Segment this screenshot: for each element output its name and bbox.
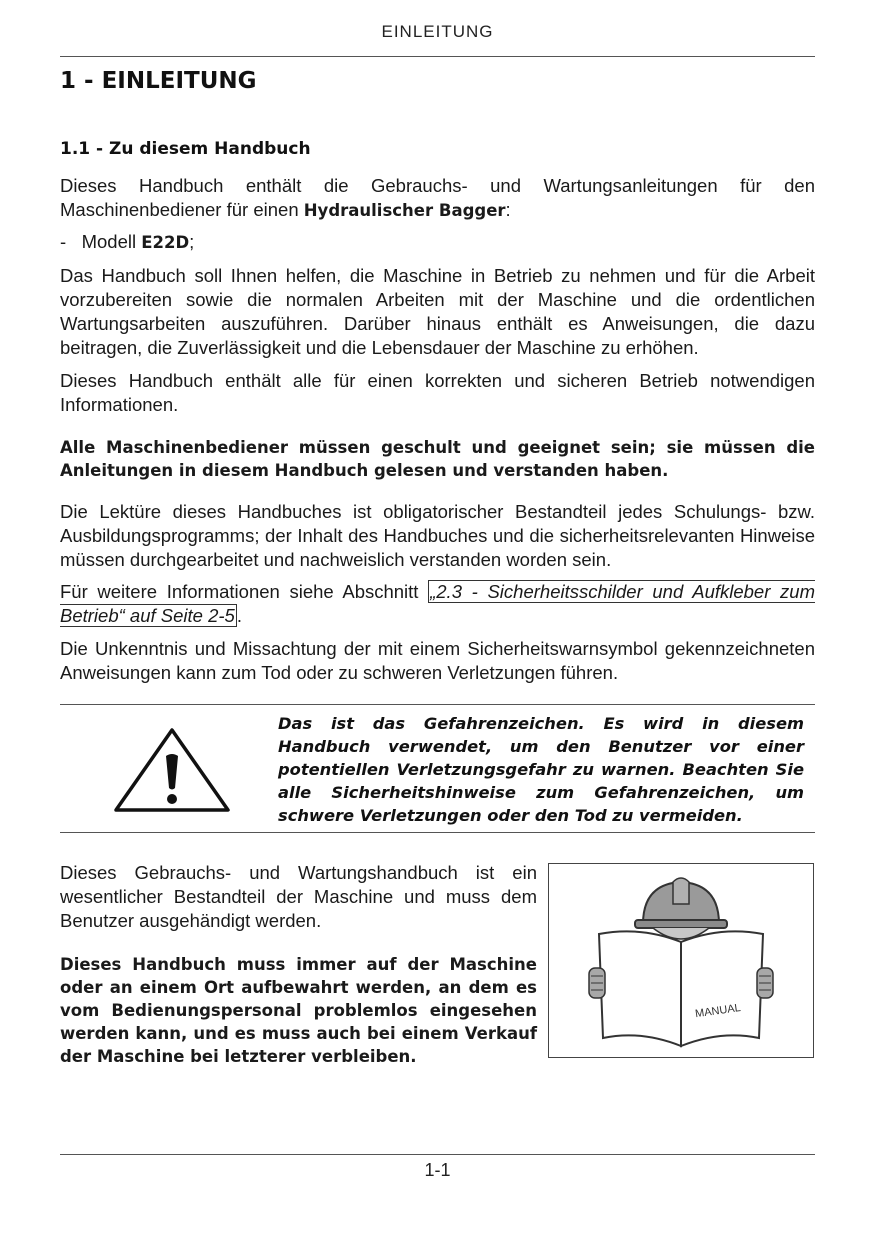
running-header: EINLEITUNG (381, 22, 494, 41)
manual-reader-illustration (548, 863, 814, 1058)
model-suffix: ; (189, 231, 195, 252)
machine-type: Hydraulischer Bagger (303, 201, 506, 220)
model-dash: - (60, 231, 67, 252)
intro-paragraph (60, 174, 815, 223)
training-paragraph: Die Lektüre dieses Handbuches ist obligatorischer Bestandteil jedes Schulungs- bzw. Ausbildungsprogramms; der Inhalt des Handbuches und die sicherheitsrelevanten Hinweise müssen durchgearbeitet und nachweislich verstanden worden sein. (60, 501, 815, 570)
more-info-paragraph (60, 580, 815, 628)
intro-text: Dieses Handbuch enthält die Gebrauchs- und Wartungsanleitungen für den Maschinenbediener für einen (60, 175, 815, 220)
header-rule (60, 56, 815, 57)
info-paragraph: Dieses Handbuch enthält alle für einen korrekten und sicheren Betrieb notwendigen Informationen. (60, 370, 815, 415)
warning-text: Das ist das Gefahrenzeichen. Es wird in diesem Handbuch verwendet, um den Benutzer vor einer potentiellen Verletzungsgefahr zu warnen. Beachten Sie alle Sicherheitshinweise zum Gefahrenzeichen, um schwere Verletzungen oder den Tod zu vermeiden. (278, 714, 804, 825)
warning-top-rule (60, 704, 815, 705)
ignorance-paragraph: Die Unkenntnis und Missachtung der mit einem Sicherheitswarnsymbol gekennzeichneten Anweisungen kann zum Tod oder zu schweren Verletzungen führen. (60, 638, 815, 683)
storage-paragraph: Dieses Handbuch muss immer auf der Maschine oder an einem Ort aufbewahrt werden, an dem es vom Bedienungspersonal problemlos eingesehen werden kann, und es muss auch bei einem Verkauf der Maschine bei letzterer verbleiben. (60, 955, 537, 1066)
page-number: 1-1 (424, 1160, 451, 1180)
intro-text-end: : (505, 199, 511, 220)
component-paragraph: Dieses Gebrauchs- und Wartungshandbuch ist ein wesentlicher Bestandteil der Maschine und muss dem Benutzer ausgehändigt werden. (60, 862, 537, 931)
model-name: E22D (141, 233, 190, 252)
section-reference-link[interactable]: „2.3 - Sicherheitsschilder und Aufkleber zum Betrieb“ auf Seite 2-5 (60, 581, 815, 626)
manual-book-label: MANUAL (694, 1002, 742, 1021)
model-line (60, 230, 815, 255)
more-info-text: Für weitere Informationen siehe Abschnitt (60, 581, 429, 602)
warning-triangle-icon (112, 726, 232, 814)
operators-paragraph: Alle Maschinenbediener müssen geschult und geeignet sein; sie müssen die Anleitungen in diesem Handbuch gelesen und verstanden haben. (60, 438, 815, 480)
model-prefix: Modell (81, 231, 142, 252)
purpose-paragraph: Das Handbuch soll Ihnen helfen, die Maschine in Betrieb zu nehmen und für die Arbeit vorzubereiten sowie die normalen Arbeiten mit der Maschine und die ordentlichen Wartungsarbeiten auszuführen. Darüber hinaus enthält es Anweisungen, die dazu beitragen, die Zuverlässigkeit und die Lebensdauer der Maschine zu erhöhen. (60, 265, 815, 358)
section-title: 1.1 - Zu diesem Handbuch (60, 139, 311, 159)
warning-bottom-rule (60, 832, 815, 833)
footer-rule (60, 1154, 815, 1155)
chapter-title: 1 - EINLEITUNG (60, 68, 257, 94)
more-info-end: . (236, 605, 242, 626)
worker-reading-manual-image (549, 864, 813, 1057)
